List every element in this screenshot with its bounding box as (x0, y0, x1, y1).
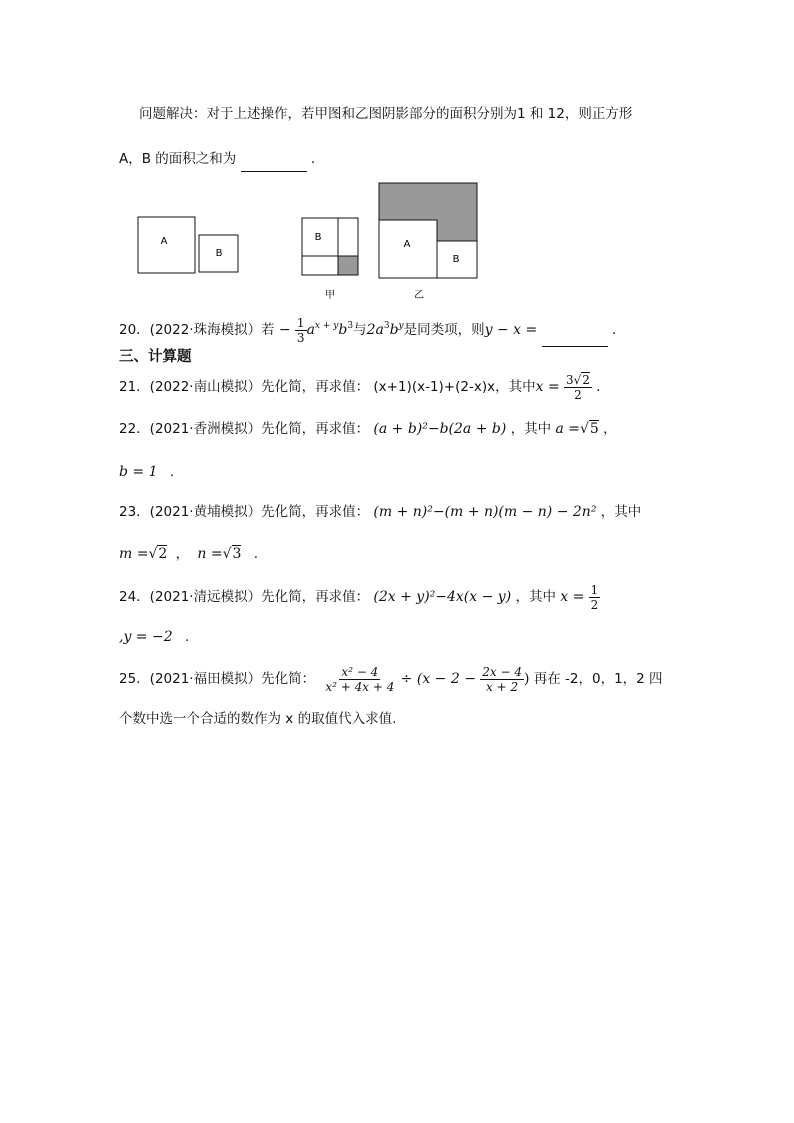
q20-frac-num: 1 (296, 315, 305, 330)
q23-cond1: m = (119, 546, 149, 562)
jia-shaded (338, 256, 358, 275)
q20-term1: a (306, 322, 315, 338)
q21-end: . (596, 379, 601, 395)
q25-prefix: 25．(2021·福田模拟）先化简： (119, 671, 316, 687)
squares-figure (0, 0, 794, 310)
q22-comma: ， (603, 421, 617, 437)
q24-end: . (184, 629, 190, 645)
q24-fraction (589, 583, 601, 612)
q20-term2-b: b (389, 322, 399, 338)
q23-mid: ，其中 (600, 504, 642, 520)
q25-fraction-1 (323, 665, 396, 694)
q23-cond2-rad: 3 (232, 546, 242, 562)
intro-text: A，B 的面积之和为 (119, 151, 237, 167)
q20-term1-exp: x + y (314, 321, 339, 331)
q24-prefix: 24．(2021·清远模拟）先化简，再求值： (119, 589, 370, 605)
q20-middle: 是同类项，则 (403, 322, 485, 338)
question-23 (119, 502, 641, 522)
square-b-label: B (215, 248, 223, 259)
q25-div: ÷ (x − 2 − (400, 671, 476, 687)
square-a-label: A (160, 236, 168, 247)
q21-frac-coef: 3 (565, 372, 574, 387)
q24-cond2: ,y = −2 (119, 629, 173, 645)
caption-jia: 甲 (325, 290, 335, 301)
q23-comma: ， (175, 546, 190, 562)
q23-cond2: n = (197, 546, 223, 562)
q23-end: . (253, 546, 259, 562)
q23-prefix: 23．(2021·黄埔模拟）先化简，再求值： (119, 504, 370, 520)
q20-expr: y − x = (484, 322, 538, 338)
q22-expr: (a + b)²−b(2a + b) (373, 421, 507, 437)
q21-prefix: 21．(2022·南山模拟）先化简，再求值： (119, 379, 370, 395)
q20-answer-blank[interactable] (542, 318, 608, 347)
question-25-line-2: 个数中选一个合适的数作为 x 的取值代入求值. (119, 711, 397, 727)
q23-cond1-rad: 2 (158, 546, 168, 562)
question-21 (119, 372, 601, 402)
q20-and: 与 (353, 322, 367, 338)
q20-term2: 2a (366, 322, 384, 338)
q22-end: . (169, 464, 175, 480)
yi-b-label: B (452, 254, 460, 265)
q20-term1-b: b (338, 322, 348, 338)
intro-line-1: 问题解决：对于上述操作，若甲图和乙图阴影部分的面积分别为1 和 12，则正方形 (139, 106, 633, 122)
q20-frac-den: 3 (296, 330, 305, 345)
yi-a-label: A (403, 239, 411, 250)
q25-f2-den: x + 2 (486, 679, 519, 694)
jia-b-label: B (314, 232, 322, 243)
question-24-line-2 (119, 627, 189, 647)
q20-term1-b-exp: 3 (347, 321, 354, 331)
q25-fraction-2 (480, 665, 524, 694)
q20-fraction (295, 316, 307, 345)
q24-expr: (2x + y)²−4x(x − y) (373, 589, 512, 605)
intro-end: . (310, 151, 316, 167)
q20-prefix: 20．(2022·珠海模拟）若 (119, 322, 275, 338)
section-heading: 三、计算题 (119, 349, 192, 365)
q22-mid: ，其中 (510, 421, 552, 437)
question-22-line-2 (119, 462, 174, 482)
q22-cond2: b = 1 (119, 464, 158, 480)
q24-cond1: x = (560, 589, 585, 605)
question-23-line-2: m =√2 ， n =√3 . (119, 546, 259, 562)
q25-f1-num: x² − 4 (341, 664, 379, 679)
q24-frac-den: 2 (590, 597, 599, 612)
q21-frac-rad: 2 (582, 372, 590, 387)
q21-frac-den: 2 (574, 387, 582, 402)
question-25 (119, 661, 663, 697)
q25-f1-den: x² + 4x + 4 (325, 679, 395, 694)
q21-fraction: $\frac{3√2}{2}$ (565, 372, 590, 402)
q21-mid: ，其中 (495, 379, 536, 395)
q22-prefix: 22．(2021·香洲模拟）先化简，再求值： (119, 421, 370, 437)
q25-close: ) (523, 671, 530, 687)
q25-tail: 再在 -2，0，1，2 四 (533, 671, 663, 687)
q20-term2-b-exp: y (398, 321, 404, 331)
q22-cond1-rad: 5 (589, 421, 599, 437)
caption-yi: 乙 (414, 290, 424, 301)
q20-end: . (611, 322, 617, 338)
question-24 (119, 582, 600, 612)
q21-expr: (x+1)(x-1)+(2-x)x (373, 379, 496, 395)
q24-mid: ，其中 (515, 589, 556, 605)
q22-cond1: a = (555, 421, 580, 437)
q23-expr: (m + n)²−(m + n)(m − n) − 2n² (373, 504, 597, 520)
question-22: 22．(2021·香洲模拟）先化简，再求值： (a + b)²−b(2a + b) ，其中 a =√5 ， (119, 421, 617, 437)
q20-minus: − (278, 322, 291, 338)
q25-f2-num: 2x − 4 (482, 664, 522, 679)
question-20 (119, 312, 616, 347)
q21-var: x = (535, 379, 560, 395)
q20-term2-exp: 3 (383, 321, 390, 331)
q24-frac-num: 1 (590, 582, 599, 597)
